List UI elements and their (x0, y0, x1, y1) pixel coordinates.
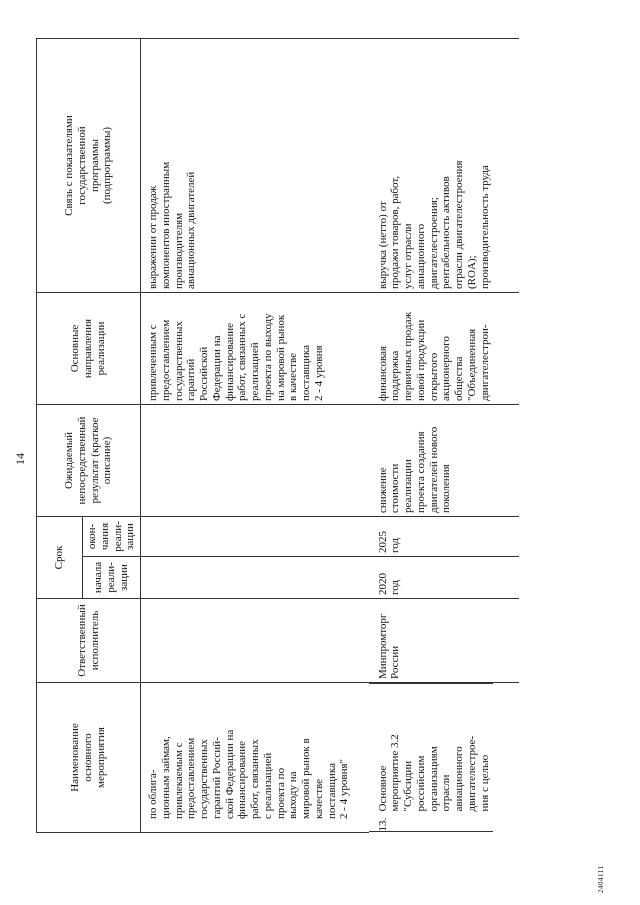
cell-directions: финансовая поддержка первичных продаж новой продукции открытого акционерного общества "Объединенная двигателестрои- (369, 293, 519, 405)
cell-result (141, 405, 369, 517)
header-term: Срок (37, 517, 83, 599)
cell-result: снижение стоимости реализации проекта создания двигателей нового поколения (369, 405, 519, 517)
document-code: 2404111 (597, 865, 605, 893)
table-row (369, 39, 519, 833)
header-end: окон- чания реали- зации (83, 517, 141, 557)
cell-start (141, 557, 369, 599)
header-start: начала реали- зации (83, 557, 141, 599)
cell-end (141, 517, 369, 557)
program-activities-table (36, 38, 519, 833)
cell-directions: привлеченным с предоставлением государственных гарантий Российской Федерации на финансирование работ, связанных с реализацией проекта по выходу на мировой рынок в качестве поставщика 2 - 4 уровня (141, 293, 369, 405)
cell-start: 2020 год (369, 557, 519, 599)
header-executor: Ответственный исполнитель (37, 599, 141, 683)
cell-name (141, 683, 369, 833)
row-name: Основное мероприятие 3.2 "Субсидии российским организациям отрасли авиационного двигателестрое- ния с целью (376, 734, 491, 812)
cell-executor (141, 599, 369, 683)
cell-end: 2025 год (369, 517, 519, 557)
header-name: Наименование основного мероприятия (37, 683, 141, 833)
cell-link: выручка (нетто) от продажи товаров, работ, услуг отрасли авиационного двигателестроения; рентабельность активов отрасли двигателестроения (ROA); производительность труда (369, 39, 519, 293)
table-row (141, 39, 369, 833)
header-link: Связь с показателями государственной программы (подпрограммы) (37, 39, 141, 293)
page-number: 14 (13, 453, 27, 465)
cell-executor: Минпромторг России (369, 599, 519, 683)
header-directions: Основные направления реализации (37, 293, 141, 405)
cell-name (369, 683, 494, 833)
row-number: 13. (376, 817, 389, 832)
header-result: Ожидаемый непосредственный результат (краткое описание) (37, 405, 141, 517)
row-name: по облига- ционным займам, привлекаемым с предоставлением государственных гарантий Россий- ской Федерации на финансирование работ, связанных с реализацией проекта по выходу на мировой рынок в качестве поставщика 2 - 4 уровня" (147, 729, 351, 819)
cell-link: выражении от продаж компонентов иностранным производителям авиационных двигателей (141, 39, 369, 293)
